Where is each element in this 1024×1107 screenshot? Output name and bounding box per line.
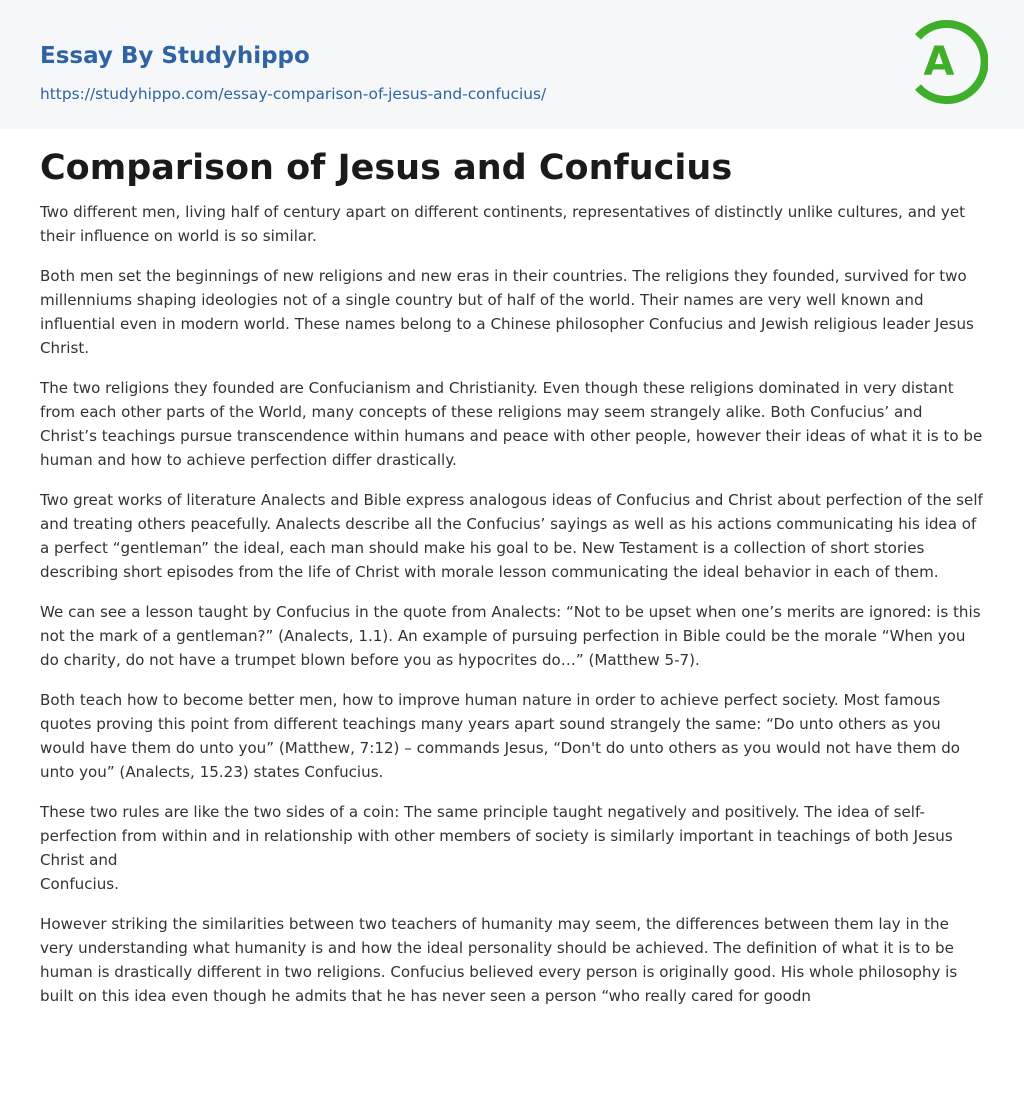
article-paragraph-7: These two rules are like the two sides of a coin: The same principle taught negatively and positively. The idea of self-perfection from within and in relationship with other members of society is similarly important in teachings of both Jesus Christ and Confucius. [40, 803, 953, 893]
article-content [40, 146, 984, 1024]
page-bottom-cover [0, 1062, 1024, 1107]
studyhippo-logo-icon[interactable] [908, 17, 988, 107]
article-url-link[interactable]: https://studyhippo.com/essay-comparison-of-jesus-and-confucius/ [40, 85, 547, 103]
site-brand[interactable]: Essay By Studyhippo [40, 43, 310, 69]
article-title: Comparison of Jesus and Confucius [40, 148, 733, 188]
site-header [0, 0, 1024, 129]
article-paragraph-2: Both men set the beginnings of new religions and new eras in their countries. The religions they founded, survived for two millenniums shaping ideologies not of a single country but of half of the world. Their names are very well known and influential even in modern world. These names belong to a Chinese philosopher Confucius and Jewish religious leader Jesus Christ. [40, 267, 974, 357]
article-paragraph-4: Two great works of literature Analects and Bible express analogous ideas of Confucius and Christ about perfection of the self and treating others peacefully. Analects describe all the Confucius’ sayings as well as his actions communicating his idea of a perfect “gentleman” the ideal, each man should make his goal to be. New Testament is a collection of short stories describing short episodes from the life of Christ with morale lesson communicating the ideal behavior in each of them. [40, 491, 983, 581]
article-paragraph-8: However striking the similarities between two teachers of humanity may seem, the differences between them lay in the very understanding what humanity is and how the ideal personality should be achieved. The definition of what it is to be human is drastically different in two religions. Confucius believed every person is originally good. His whole philosophy is built on this idea even though he admits that he has never seen a person “who really cared for goodn [40, 915, 958, 1005]
article-paragraph-5: We can see a lesson taught by Confucius in the quote from Analects: “Not to be upset when one’s merits are ignored: is this not the mark of a gentleman?” (Analects, 1.1). An example of pursuing perfection in Bible could be the morale “When you do charity, do not have a trumpet blown before you as hypocrites do…” (Matthew 5-7). [40, 603, 981, 669]
logo-letter: A [923, 39, 955, 85]
article-paragraph-1: Two different men, living half of century apart on different continents, representatives of distinctly unlike cultures, and yet their influence on world is so similar. [40, 203, 966, 245]
article-paragraph-3: The two religions they founded are Confucianism and Christianity. Even though these religions dominated in very distant from each other parts of the World, many concepts of these religions may seem strangely alike. Both Confucius’ and Christ’s teachings pursue transcendence within humans and peace with other people, however their ideas of what it is to be human and how to achieve perfection differ drastically. [40, 379, 983, 469]
article-paragraph-6: Both teach how to become better men, how to improve human nature in order to achieve perfect society. Most famous quotes proving this point from different teachings many years apart sound strangely the same: “Do unto others as you would have them do unto you” (Matthew, 7:12) – commands Jesus, “Don't do unto others as you would not have them do unto you” (Analects, 15.23) states Confucius. [40, 691, 961, 781]
